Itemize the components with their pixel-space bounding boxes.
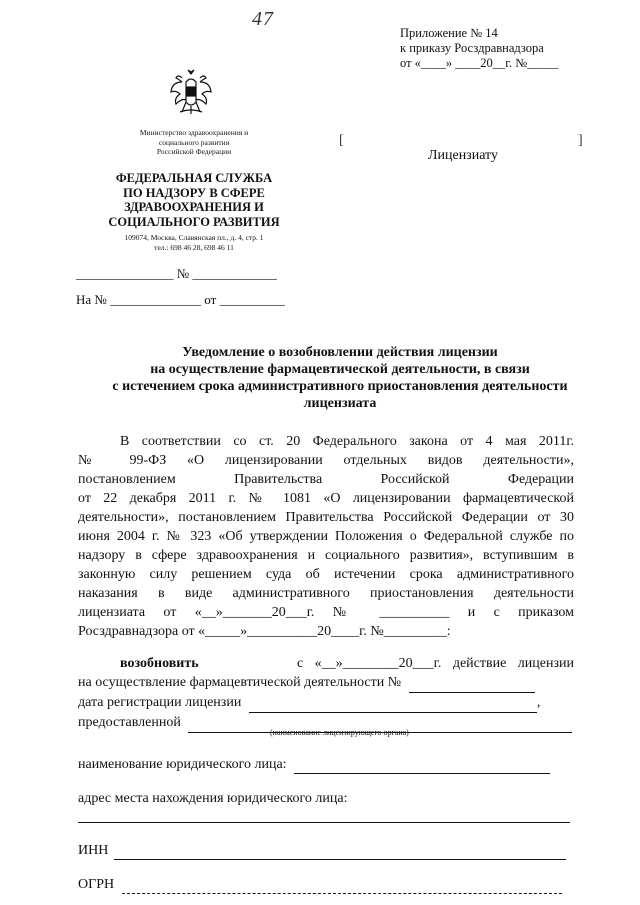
ministry-line-3: Российской Федерации — [156, 147, 232, 156]
body-line-4: от 22 декабря 2011 г. № 1081 «О лицензировании фармацевтической — [78, 491, 574, 506]
appendix-line-2: к приказу Росздравнадзора — [400, 41, 544, 55]
title-line-4: лицензиата — [303, 396, 377, 411]
body-line-11: Росздравнадзора от «_____»__________20____г. №_________: — [78, 624, 451, 639]
agency-name — [90, 171, 298, 229]
resume-line-1 — [78, 654, 574, 673]
body-line-9: наказания в виде административного приостановления деятельности — [78, 586, 574, 601]
ministry-name — [108, 128, 280, 157]
body-line-3: постановлением Правительства Российской Федерации — [78, 472, 574, 487]
inn-label: ИНН — [78, 843, 109, 858]
agency-line-4: СОЦИАЛЬНОГО РАЗВИТИЯ — [108, 214, 280, 229]
registration-date-comma: , — [536, 695, 541, 710]
recipient-bracket-right: ] — [578, 133, 583, 148]
registration-date-field[interactable] — [249, 693, 537, 713]
document-title — [90, 344, 590, 412]
title-line-1: Уведомление о возобновлении действия лицензии — [182, 345, 498, 360]
legal-name-field[interactable] — [294, 757, 550, 774]
outgoing-number-field: _______________ № _____________ — [76, 266, 277, 281]
coat-of-arms-icon — [168, 68, 214, 118]
recipient-label: Лицензиату — [428, 148, 498, 163]
reply-to-field: На № ______________ от __________ — [76, 292, 285, 307]
body-line-2: № 99-ФЗ «О лицензировании отдельных видов деятельности», — [78, 453, 574, 468]
inn-row — [78, 843, 566, 860]
body-line-8: законную силу решением суда об истечении срока административного — [78, 567, 574, 582]
agency-line-1: ФЕДЕРАЛЬНАЯ СЛУЖБА — [115, 171, 273, 185]
title-line-3: с истечением срока административного приостановления деятельности — [112, 379, 568, 394]
ogrn-label: ОГРН — [78, 877, 115, 892]
address-line-1: 109074, Москва, Славянская пл., д. 4, стр. 1 — [124, 233, 264, 242]
legal-address-label: адрес места нахождения юридического лица: — [78, 791, 348, 806]
resume-date-text: с «__»________20___г. действие лицензии — [296, 656, 574, 671]
legal-address-field[interactable] — [78, 822, 570, 823]
legal-name-label: наименование юридического лица: — [78, 757, 287, 772]
issuing-authority-caption: (наименование лицензирующего органа) — [270, 728, 409, 737]
body-line-7: надзору в сфере здравоохранения и социального развития», вступившим в — [78, 548, 574, 563]
ogrn-row — [78, 877, 562, 894]
address-phone: тел.: 698 46 28, 698 46 11 — [154, 243, 234, 252]
appendix-line-1: Приложение № 14 — [400, 26, 498, 40]
license-number-label: на осуществление фармацевтической деятельности № — [78, 675, 402, 690]
agency-address — [90, 233, 298, 253]
resume-line-3 — [78, 693, 574, 713]
resume-line-2 — [78, 673, 574, 693]
agency-line-3: ЗДРАВООХРАНЕНИЯ И — [124, 200, 264, 214]
issuing-authority-label: предоставленной — [78, 715, 181, 730]
license-number-field[interactable] — [409, 673, 535, 693]
body-line-5: деятельности», постановлением Правительства Российской Федерации от 30 — [78, 510, 574, 525]
legal-name-row — [78, 757, 550, 774]
body-line-1: В соответствии со ст. 20 Федерального закона от 4 мая 2011г. — [120, 434, 574, 449]
ministry-line-2: социального развития — [158, 137, 230, 147]
resume-verb: возобновить — [120, 656, 199, 671]
handwritten-page-number: 47 — [252, 8, 274, 30]
inn-field[interactable] — [114, 843, 566, 860]
body-line-6: июня 2004 г. № 323 «Об утверждении Положения о Федеральной службе по — [78, 529, 574, 544]
ogrn-field[interactable] — [122, 877, 562, 894]
title-line-2: на осуществление фармацевтической деятельности, в связи — [150, 362, 530, 377]
resume-block — [78, 654, 574, 733]
recipient-bracket-left: [ — [339, 133, 344, 148]
appendix-line-3: от «____» ____20__г. №_____ — [400, 56, 559, 70]
agency-line-2: ПО НАДЗОРУ В СФЕРЕ — [123, 185, 265, 200]
appendix-header — [400, 26, 558, 71]
ministry-line-1: Министерство здравоохранения и — [139, 128, 249, 137]
body-paragraph — [78, 432, 574, 641]
registration-date-label: дата регистрации лицензии — [78, 695, 242, 710]
body-line-10: лицензиата от «__»_______20___г. № __________ и с приказом — [78, 605, 574, 620]
